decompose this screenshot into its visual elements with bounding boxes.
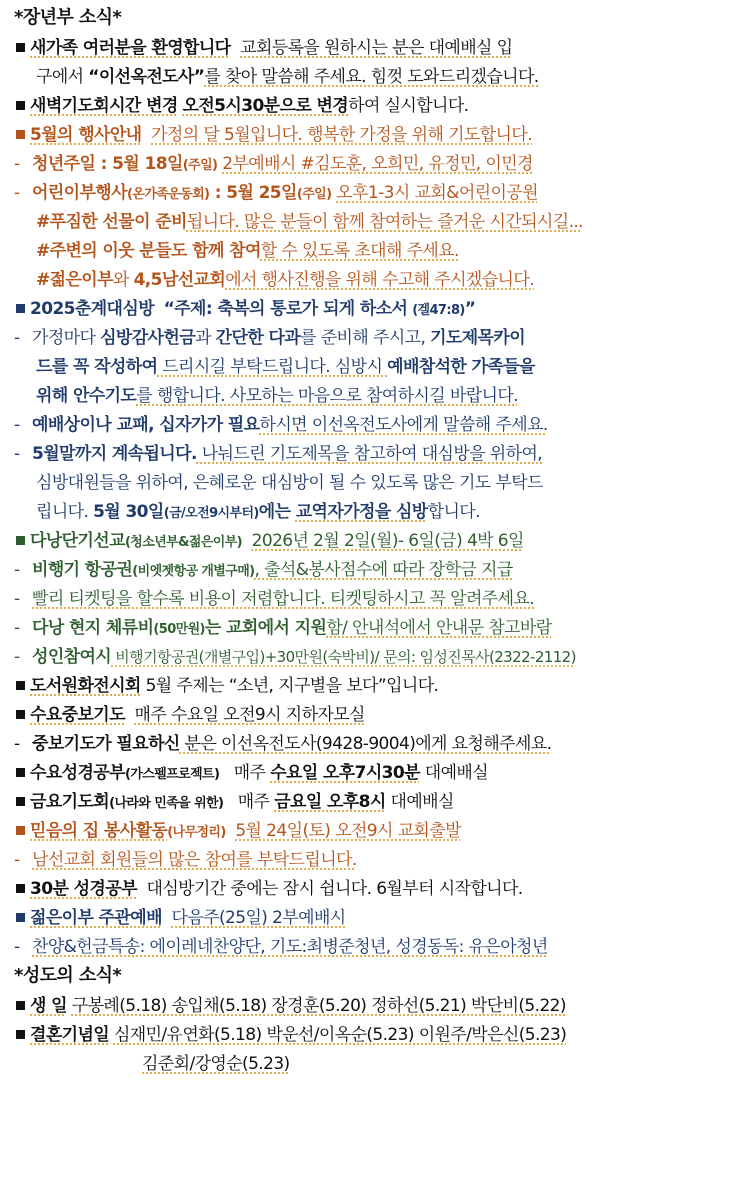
visit-p3-a: 위해 안수기도 xyxy=(36,386,137,406)
anniversary-title: 결혼기념일 xyxy=(30,1025,110,1045)
danang-l3-bold-1: 다낭 현지 체류비 xyxy=(32,618,154,638)
visit-p7-sm: (금/오전9시부터) xyxy=(163,506,259,521)
wed-prayer-text: 매주 수요일 오전9시 지하자모실 xyxy=(134,705,365,725)
danang-l1-text: , 출석&봉사점수에 따라 장학금 지급 xyxy=(254,560,513,580)
young-text-2: 에서 행사진행을 위해 수고해 주시겠습니다. xyxy=(225,270,535,290)
birthday-title: 생 일 xyxy=(30,996,67,1016)
anniversary-text-2: 김준회/강영순(5.23) xyxy=(142,1054,290,1074)
fri-prayer-title-sm: (나라와 민족을 위한) xyxy=(109,796,224,811)
wed-prayer-item xyxy=(14,703,726,732)
dawn-time: 오전5시30분으로 변경 xyxy=(182,96,349,116)
children-event-text: 오후1-3시 교회&어린이공원 xyxy=(336,183,538,203)
wed-bible-t3: 대예배실 xyxy=(419,763,489,783)
danang-l2-text: 빨리 티켓팅을 할수록 비용이 저렴합니다. 티켓팅하시고 꼭 알려주세요. xyxy=(32,589,535,609)
square-bullet-icon xyxy=(16,797,25,806)
dawn-title: 새벽기도회시간 변경 xyxy=(30,96,178,116)
danang-l3-sm: (50만원) xyxy=(153,622,205,637)
section-heading-church-news: *장년부 소식* xyxy=(14,7,122,28)
birthday-item xyxy=(14,994,726,1023)
welcome-title: 새가족 여러분을 환영합니다 xyxy=(30,38,231,58)
visit-line-6: 심방대원들을 위하여, 은혜로운 대심방이 될 수 있도록 많은 기도 부탁드 xyxy=(36,473,543,493)
danang-l3-bold-2: 는 교회에서 지원 xyxy=(204,618,327,638)
danang-line-1: - 비행기 항공권(비엣젯항공 개별구매), 출석&봉사점수에 따라 장학금 지급 xyxy=(14,560,513,580)
study30-text: 대심방기간 중에는 잠시 쉽니다. 6월부터 시작합니다. xyxy=(146,879,523,899)
children-event-item: - 어린이부행사(온가족운동회) : 5월 25일(주일) 오후1-3시 교회&어린이공원 xyxy=(14,183,538,203)
gift-bold: #푸짐한 선물이 준비 xyxy=(36,212,187,232)
study30-item xyxy=(14,877,726,906)
youth-sunday-text: 2부예배시 #김도훈, 오희민, 유정민, 이민경 xyxy=(222,154,533,174)
gift-text: 됩니다. 많은 분들이 함께 참여하는 즐거운 시간되시길... xyxy=(186,212,583,232)
young-bold-2: 4,5남선교회 xyxy=(133,270,226,290)
square-bullet-icon xyxy=(16,43,25,52)
children-event-label: 어린이부행사 xyxy=(32,183,127,203)
young-bold-1: #젊은이부 xyxy=(36,270,113,290)
gift-note xyxy=(14,210,726,239)
young-worship-sub-text: 찬양&헌금특송: 에이레네찬양단, 기도:최병준청년, 성경동독: 유은아청년 xyxy=(32,937,548,957)
danang-title: 다낭단기선교 xyxy=(30,531,125,551)
square-bullet-icon xyxy=(16,304,25,313)
visit-p2-c: 예배참석한 가족들을 xyxy=(387,357,535,377)
welcome-text-2b: 를 찾아 말씀해 주세요. 힘껏 도와드리겠습니다. xyxy=(204,67,539,87)
neighbor-bold-2: 함께 참여 xyxy=(192,241,261,261)
square-bullet-icon xyxy=(16,1001,25,1010)
library-text: 5월 주제는 “소년, 지구별을 보다”입니다. xyxy=(145,676,439,696)
fri-prayer-t1: 매주 xyxy=(237,792,275,812)
square-bullet-icon xyxy=(16,710,25,719)
welcome-item-cont xyxy=(14,65,726,94)
visit-line-2 xyxy=(14,355,726,384)
dawn-text: 하여 실시합니다. xyxy=(348,96,469,116)
danang-line-4: - 성인참여시 비행기항공권(개별구입)+30만원(숙박비)/ 문의: 임성진목사(2322-2112) xyxy=(14,647,576,667)
anniversary-cont xyxy=(14,1052,726,1081)
square-bullet-icon xyxy=(16,884,25,893)
visit-p7-d: 교역자가정을 심방 xyxy=(295,502,428,522)
danang-l1-sm: (비엣젯항공 개별구매) xyxy=(132,564,255,579)
may-events-item xyxy=(14,123,726,152)
young-worship-item xyxy=(14,906,726,935)
youth-sunday-label: 청년주일 : 5월 18일 xyxy=(32,154,183,174)
visit-p1-b: 심방감사헌금 xyxy=(100,328,196,348)
section-heading-member-news: *성도의 소식* xyxy=(14,965,122,986)
faith-house-title: 믿음의 집 봉사활동 xyxy=(30,821,168,841)
visit-p7-e: 합니다. xyxy=(427,502,480,522)
square-bullet-icon xyxy=(16,130,25,139)
spring-visit-item xyxy=(14,297,726,326)
visit-line-3 xyxy=(14,384,726,413)
visit-line-5: - 5월말까지 계속됩니다. 나눠드린 기도제목을 참고하여 대심방을 위하여, xyxy=(14,444,543,464)
young-worship-sub: - 찬양&헌금특송: 에이레네찬양단, 기도:최병준청년, 성경동독: 유은아청년 xyxy=(14,937,548,957)
children-event-label-sm: (온가족운동회) xyxy=(126,187,210,202)
wed-bible-title-sm: (가스펠프로젝트) xyxy=(124,767,220,782)
wed-prayer-sub-text: 분은 이선옥전도사(9428-9004)에게 요청해주세요. xyxy=(179,734,552,754)
faith-house-item xyxy=(14,819,726,848)
welcome-text-2a: 구에서 xyxy=(36,67,89,87)
youth-sunday-item: - 청년주일 : 5월 18일(주일) 2부예배시 #김도훈, 오희민, 유정민, 이민경 xyxy=(14,154,533,174)
anniversary-text-1: 심재민/유연화(5.18) 박운선/이옥순(5.23) 이원주/박은신(5.23) xyxy=(113,1025,567,1045)
children-event-date-sm: (주일) xyxy=(296,187,332,202)
visit-p1-e: 를 준비해 주시고, xyxy=(300,328,431,348)
visit-p4-a: 예배상이나 xyxy=(32,415,117,435)
visit-line-7 xyxy=(14,500,726,529)
danang-l3-text: 함/ 안내석에서 안내문 참고바람 xyxy=(326,618,552,638)
wed-prayer-sub: - 중보기도가 필요하신 분은 이선옥전도사(9428-9004)에게 요청해주세요. xyxy=(14,734,552,754)
faith-house-sub: - 남선교회 회원들의 많은 참여를 부탁드립니다. xyxy=(14,850,357,870)
visit-p5-a: 5월말까지 계속됩니다. xyxy=(32,444,197,464)
danang-line-3: - 다낭 현지 체류비(50만원)는 교회에서 지원함/ 안내석에서 안내문 참고바람 xyxy=(14,618,552,638)
library-item xyxy=(14,674,726,703)
young-text-1: 와 xyxy=(112,270,134,290)
wed-prayer-sub-bold: 중보기도가 필요하신 xyxy=(32,734,180,754)
welcome-text: 교회등록을 원하시는 분은 대예배실 입 xyxy=(240,38,513,58)
visit-title: 2025춘계대심방 xyxy=(30,299,155,319)
wed-bible-t2: 수요일 오후7시30분 xyxy=(270,763,420,783)
danang-l1-bold: 비행기 항공권 xyxy=(32,560,133,580)
neighbor-bold-1: #주변의 이웃 분들도 xyxy=(36,241,193,261)
square-bullet-icon xyxy=(16,1030,25,1039)
visit-p7-c: 에는 xyxy=(258,502,296,522)
fri-prayer-t2: 금요일 오후8시 xyxy=(274,792,386,812)
wed-bible-t1: 매주 xyxy=(233,763,271,783)
may-events-text: 가정의 달 5월입니다. 행복한 가정을 위해 기도합니다. xyxy=(151,125,533,145)
young-adults-note xyxy=(14,268,726,297)
wed-bible-title: 수요성경공부 xyxy=(30,763,125,783)
may-events-title: 5월의 행사안내 xyxy=(30,125,142,145)
birthday-text: 구봉례(5.18) 송입채(5.18) 장경훈(5.20) 정하선(5.21) 박단비(5.22) xyxy=(71,996,566,1016)
visit-theme-end: ” xyxy=(464,299,476,319)
wed-bible-item xyxy=(14,761,726,790)
study30-title: 30분 성경공부 xyxy=(30,879,137,899)
faith-house-text: 5월 24일(토) 오전9시 교회출발 xyxy=(235,821,461,841)
faith-house-sub-text: 남선교회 회원들의 많은 참여를 부탁드립니다. xyxy=(32,850,357,870)
visit-p1-d: 간단한 다과 xyxy=(215,328,301,348)
visit-p3-b: 를 행합니다. 사모하는 마음으로 참여하시길 바랍니다. xyxy=(136,386,518,406)
visit-line-4: - 예배상이나 교패, 십자가가 필요하시면 이선옥전도사에게 말씀해 주세요. xyxy=(14,415,548,435)
welcome-item xyxy=(14,36,726,65)
dawn-prayer-item xyxy=(14,94,726,123)
faith-house-title-sm: (나무정리) xyxy=(167,825,226,840)
youth-sunday-label-sm: (주일) xyxy=(182,158,218,173)
square-bullet-icon xyxy=(16,101,25,110)
young-worship-text: 다음주(25일) 2부예배시 xyxy=(171,908,346,928)
welcome-name: “이선옥전도사” xyxy=(88,67,205,87)
visit-p1-f: 기도제목카이 xyxy=(430,328,526,348)
danang-date: 2026년 2월 2일(월)- 6일(금) 4박 6일 xyxy=(251,531,524,551)
library-title: 도서원화전시회 xyxy=(30,676,141,696)
neighbor-text: 할 수 있도록 초대해 주세요. xyxy=(260,241,459,261)
visit-p2-b: 드리시길 부탁드립니다. 심방시 xyxy=(157,357,388,377)
square-bullet-icon xyxy=(16,536,25,545)
visit-p7-a: 립니다. xyxy=(36,502,94,522)
visit-p4-c: 하시면 이선옥전도사에게 말씀해 주세요. xyxy=(259,415,548,435)
visit-theme: “주제: 축복의 통로가 되게 하소서 xyxy=(163,299,408,319)
anniversary-item xyxy=(14,1023,726,1052)
danang-l4-bold: 성인참여시 xyxy=(32,647,112,667)
danang-mission-item xyxy=(14,529,726,558)
visit-p5-b: 나눠드린 기도제목을 참고하여 대심방을 위하여, xyxy=(196,444,543,464)
square-bullet-icon xyxy=(16,826,25,835)
visit-p4-b: 교패, 십자가가 필요 xyxy=(116,415,260,435)
danang-line-2: - 빨리 티켓팅을 할수록 비용이 저렴합니다. 티켓팅하시고 꼭 알려주세요. xyxy=(14,589,535,609)
square-bullet-icon xyxy=(16,681,25,690)
visit-p7-b: 5월 30일 xyxy=(93,502,164,522)
visit-p2-a: 드를 꼭 작성하여 xyxy=(36,357,158,377)
wed-prayer-title: 수요중보기도 xyxy=(30,705,125,725)
square-bullet-icon xyxy=(16,768,25,777)
fri-prayer-t3: 대예배실 xyxy=(385,792,454,812)
square-bullet-icon xyxy=(16,913,25,922)
visit-p1-a: 가정마다 xyxy=(32,328,101,348)
visit-p1-c: 과 xyxy=(195,328,216,348)
fri-prayer-item xyxy=(14,790,726,819)
children-event-date: : 5월 25일 xyxy=(209,183,297,203)
danang-title-sm: (청소년부&젊은이부) xyxy=(124,535,243,550)
fri-prayer-title: 금요기도회 xyxy=(30,792,110,812)
visit-theme-ref: (겔47:8) xyxy=(412,303,465,318)
young-worship-title: 젊은이부 주관예배 xyxy=(30,908,162,928)
visit-line-1: - 가정마다 심방감사헌금과 간단한 다과를 준비해 주시고, 기도제목카이 xyxy=(14,328,526,348)
danang-l4-text: 비행기항공권(개별구입)+30만원(숙박비)/ 문의: 임성진목사(2322-2112) xyxy=(111,648,576,666)
neighbor-note xyxy=(14,239,726,268)
